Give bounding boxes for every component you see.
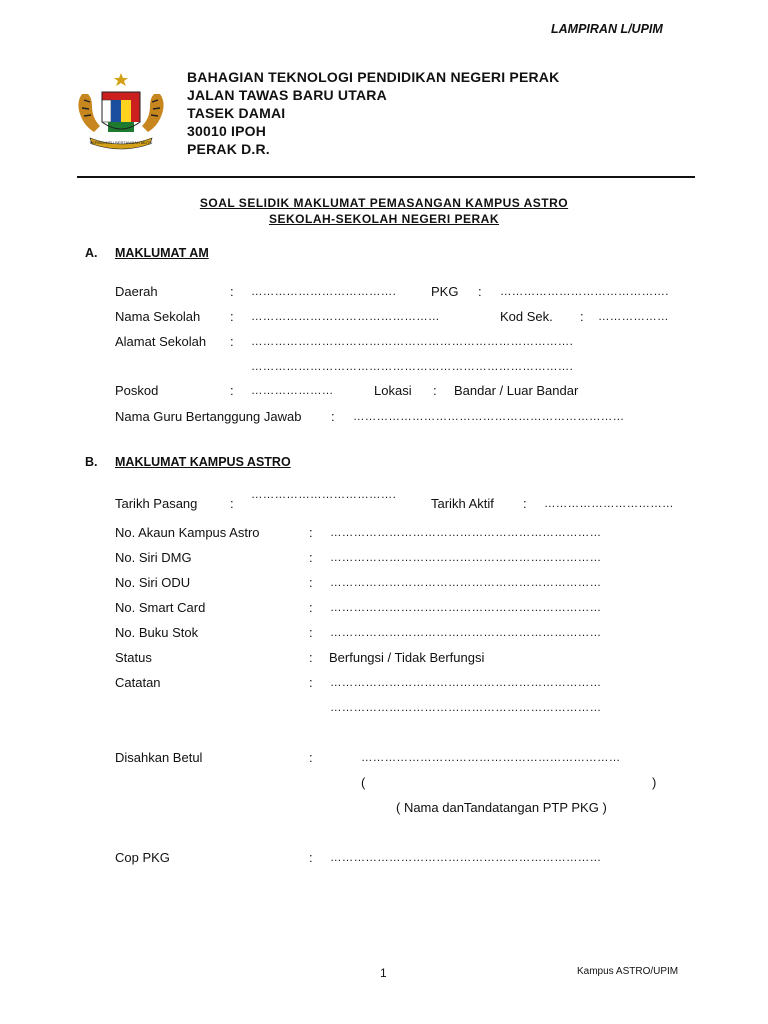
section-b-heading: MAKLUMAT KAMPUS ASTRO [115, 455, 291, 469]
status-label: Status [115, 650, 152, 665]
tarikh-pasang-label: Tarikh Pasang [115, 496, 198, 511]
name-paren-close: ) [652, 775, 657, 790]
catatan-label: Catatan [115, 675, 161, 690]
daerah-field[interactable]: ………………………………. [251, 286, 397, 298]
smart-card-field[interactable]: …………………………………………………………… [330, 602, 602, 614]
lokasi-label: Lokasi [374, 383, 412, 398]
org-line-1: BAHAGIAN TEKNOLOGI PENDIDIKAN NEGERI PERAK [187, 69, 560, 85]
section-a-heading: MAKLUMAT AM [115, 246, 209, 260]
daerah-label: Daerah [115, 284, 158, 299]
poskod-field[interactable]: ………………… [251, 385, 334, 397]
buku-stok-field[interactable]: …………………………………………………………… [330, 627, 602, 639]
siri-dmg-field[interactable]: …………………………………………………………… [330, 552, 602, 564]
section-a-letter: A. [85, 246, 98, 260]
nama-sekolah-field[interactable]: ………………………………………… [251, 311, 440, 323]
kod-sek-field[interactable]: ……………… [598, 311, 669, 323]
pkg-field[interactable]: ……………………………………. [500, 286, 669, 298]
form-title-line-2: SEKOLAH-SEKOLAH NEGERI PERAK [268, 212, 500, 226]
nama-sekolah-label: Nama Sekolah [115, 309, 201, 324]
daerah-colon: : [230, 284, 234, 299]
akaun-label: No. Akaun Kampus Astro [115, 525, 260, 540]
name-paren-open: ( [361, 775, 366, 790]
tarikh-aktif-field[interactable]: …………………………… [544, 498, 674, 510]
siri-dmg-label: No. Siri DMG [115, 550, 192, 565]
coat-of-arms-icon [72, 72, 170, 154]
guru-colon: : [331, 409, 335, 424]
doc-reference: Kampus ASTRO/UPIM [577, 966, 679, 977]
guru-label: Nama Guru Bertanggung Jawab [115, 409, 302, 424]
header-divider [77, 176, 695, 178]
catatan-field-2[interactable]: …………………………………………………………… [330, 702, 602, 714]
poskod-colon: : [230, 383, 234, 398]
pkg-colon: : [478, 284, 482, 299]
siri-odu-label: No. Siri ODU [115, 575, 191, 590]
guru-field[interactable]: …………………………………………………………… [353, 411, 625, 423]
disahkan-colon: : [309, 750, 313, 765]
org-line-3: TASEK DAMAI [187, 105, 286, 121]
svg-text:BERSEKUTU BERTAMBAH MUTU: BERSEKUTU BERTAMBAH MUTU [89, 140, 153, 145]
cop-pkg-label: Cop PKG [115, 850, 170, 865]
status-value[interactable]: Berfungsi / Tidak Berfungsi [329, 650, 485, 665]
signature-field[interactable]: ………………………………………………………… [361, 752, 621, 764]
smart-card-label: No. Smart Card [115, 600, 206, 615]
siri-odu-field[interactable]: …………………………………………………………… [330, 577, 602, 589]
page-number: 1 [380, 966, 387, 980]
alamat-field-2[interactable]: ………………………………………………………………………. [251, 361, 574, 373]
lokasi-value[interactable]: Bandar / Luar Bandar [454, 383, 579, 398]
alamat-label: Alamat Sekolah [115, 334, 207, 349]
kod-sek-label: Kod Sek. [500, 309, 553, 324]
siri-dmg-colon: : [309, 550, 313, 565]
poskod-label: Poskod [115, 383, 159, 398]
smart-card-colon: : [309, 600, 313, 615]
alamat-colon: : [230, 334, 234, 349]
tarikh-aktif-colon: : [523, 496, 527, 511]
lokasi-colon: : [433, 383, 437, 398]
akaun-colon: : [309, 525, 313, 540]
cop-pkg-colon: : [309, 850, 313, 865]
alamat-field-1[interactable]: ………………………………………………………………………. [251, 336, 574, 348]
form-title-line-1: SOAL SELIDIK MAKLUMAT PEMASANGAN KAMPUS ASTRO [199, 196, 569, 210]
pkg-label: PKG [431, 284, 459, 299]
catatan-colon: : [309, 675, 313, 690]
org-line-5: PERAK D.R. [187, 141, 270, 157]
akaun-field[interactable]: …………………………………………………………… [330, 527, 602, 539]
buku-stok-label: No. Buku Stok [115, 625, 199, 640]
tarikh-pasang-colon: : [230, 496, 234, 511]
section-b-letter: B. [85, 455, 98, 469]
disahkan-label: Disahkan Betul [115, 750, 203, 765]
kod-sek-colon: : [580, 309, 584, 324]
catatan-field-1[interactable]: …………………………………………………………… [330, 677, 602, 689]
buku-stok-colon: : [309, 625, 313, 640]
tarikh-pasang-field[interactable]: ………………………………. [251, 489, 397, 501]
status-colon: : [309, 650, 313, 665]
signature-caption: ( Nama danTandatangan PTP PKG ) [396, 800, 607, 815]
nama-sekolah-colon: : [230, 309, 234, 324]
attachment-label: LAMPIRAN L/UPIM [551, 22, 663, 36]
siri-odu-colon: : [309, 575, 313, 590]
org-line-4: 30010 IPOH [187, 123, 267, 139]
org-line-2: JALAN TAWAS BARU UTARA [187, 87, 387, 103]
tarikh-aktif-label: Tarikh Aktif [431, 496, 494, 511]
cop-pkg-field[interactable]: …………………………………………………………… [330, 852, 602, 864]
